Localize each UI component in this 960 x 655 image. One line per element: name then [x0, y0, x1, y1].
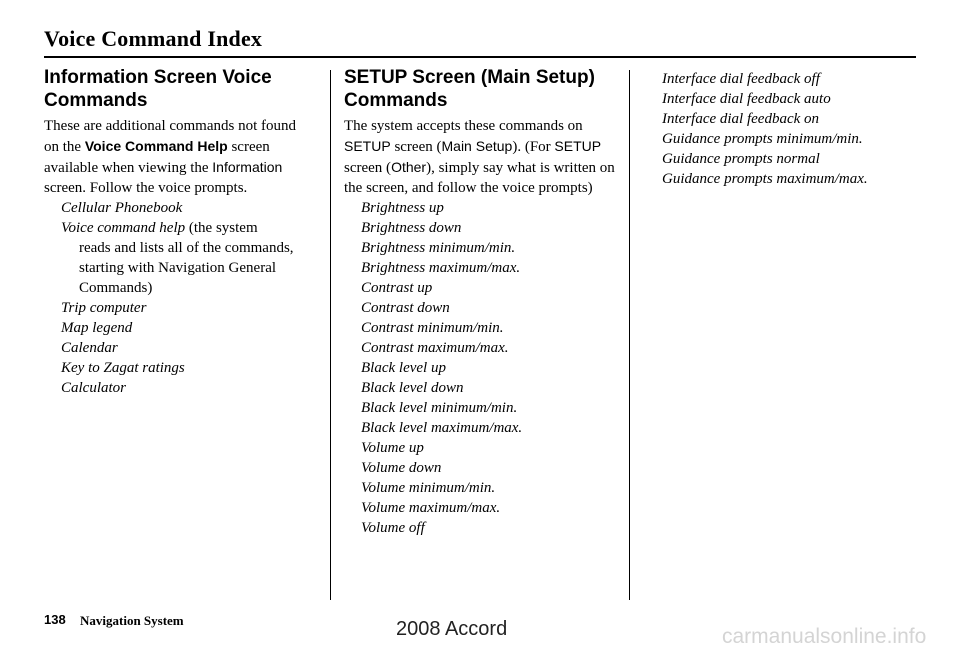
command-item: Trip computer — [61, 300, 147, 316]
command-item: Volume up — [361, 440, 424, 456]
command-item: Cellular Phonebook — [61, 200, 183, 216]
command-item: Interface dial feedback auto — [662, 91, 831, 107]
command-item: Interface dial feedback on — [662, 111, 820, 127]
command-item: Interface dial feedback off — [662, 71, 820, 87]
command-item: Map legend — [61, 320, 133, 336]
command-item: Volume off — [361, 520, 425, 536]
setup-command-list-continued — [662, 69, 922, 189]
site-watermark: carmanualsonline.info — [722, 625, 927, 648]
title-rule — [44, 56, 916, 58]
information-heading: Information Screen Voice Commands — [44, 67, 272, 111]
page-title: Voice Command Index — [44, 26, 263, 51]
setup-intro: The system accepts these commands on SETUP screen (Main Setup). (For SETUP screen (Other), simply say what is written on the screen, and follow the voice prompts) — [344, 118, 615, 196]
information-section — [44, 66, 314, 398]
command-item: Contrast down — [361, 300, 450, 316]
command-item: Key to Zagat ratings — [61, 360, 185, 376]
command-item: Guidance prompts minimum/min. — [662, 131, 863, 147]
column-divider-left — [330, 70, 331, 600]
command-item: Black level maximum/max. — [361, 420, 523, 436]
command-item: Contrast minimum/min. — [361, 320, 504, 336]
command-item: Black level down — [361, 380, 464, 396]
setup-heading: SETUP Screen (Main Setup) Commands — [344, 67, 595, 111]
command-item: Contrast maximum/max. — [361, 340, 509, 356]
setup-section — [344, 66, 619, 538]
command-item: Calendar — [61, 340, 118, 356]
command-item: Guidance prompts maximum/max. — [662, 171, 868, 187]
setup-command-list — [344, 198, 619, 538]
command-item: Brightness up — [361, 200, 444, 216]
command-item: Brightness minimum/min. — [361, 240, 516, 256]
command-item: Brightness down — [361, 220, 462, 236]
command-item: Calculator — [61, 380, 127, 396]
command-item: Voice command help (the system reads and lists all of the commands, starting with Navigation General Commands) — [61, 220, 294, 296]
command-item: Contrast up — [361, 280, 433, 296]
command-item: Black level minimum/min. — [361, 400, 518, 416]
information-command-list — [44, 198, 314, 398]
column-divider-right — [629, 70, 630, 600]
command-item: Black level up — [361, 360, 446, 376]
setup-section-continued — [662, 69, 922, 189]
command-item: Brightness maximum/max. — [361, 260, 521, 276]
model-watermark: 2008 Accord — [396, 618, 508, 640]
command-item: Volume minimum/min. — [361, 480, 496, 496]
page-number: 138 — [44, 612, 66, 627]
command-item: Volume maximum/max. — [361, 500, 501, 516]
footer-section-title: Navigation System — [80, 613, 184, 628]
information-intro: These are additional commands not found on the Voice Command Help screen available when viewing the Information screen. Follow the voice prompts. — [44, 118, 297, 196]
command-item: Guidance prompts normal — [662, 151, 820, 167]
command-item: Volume down — [361, 460, 442, 476]
